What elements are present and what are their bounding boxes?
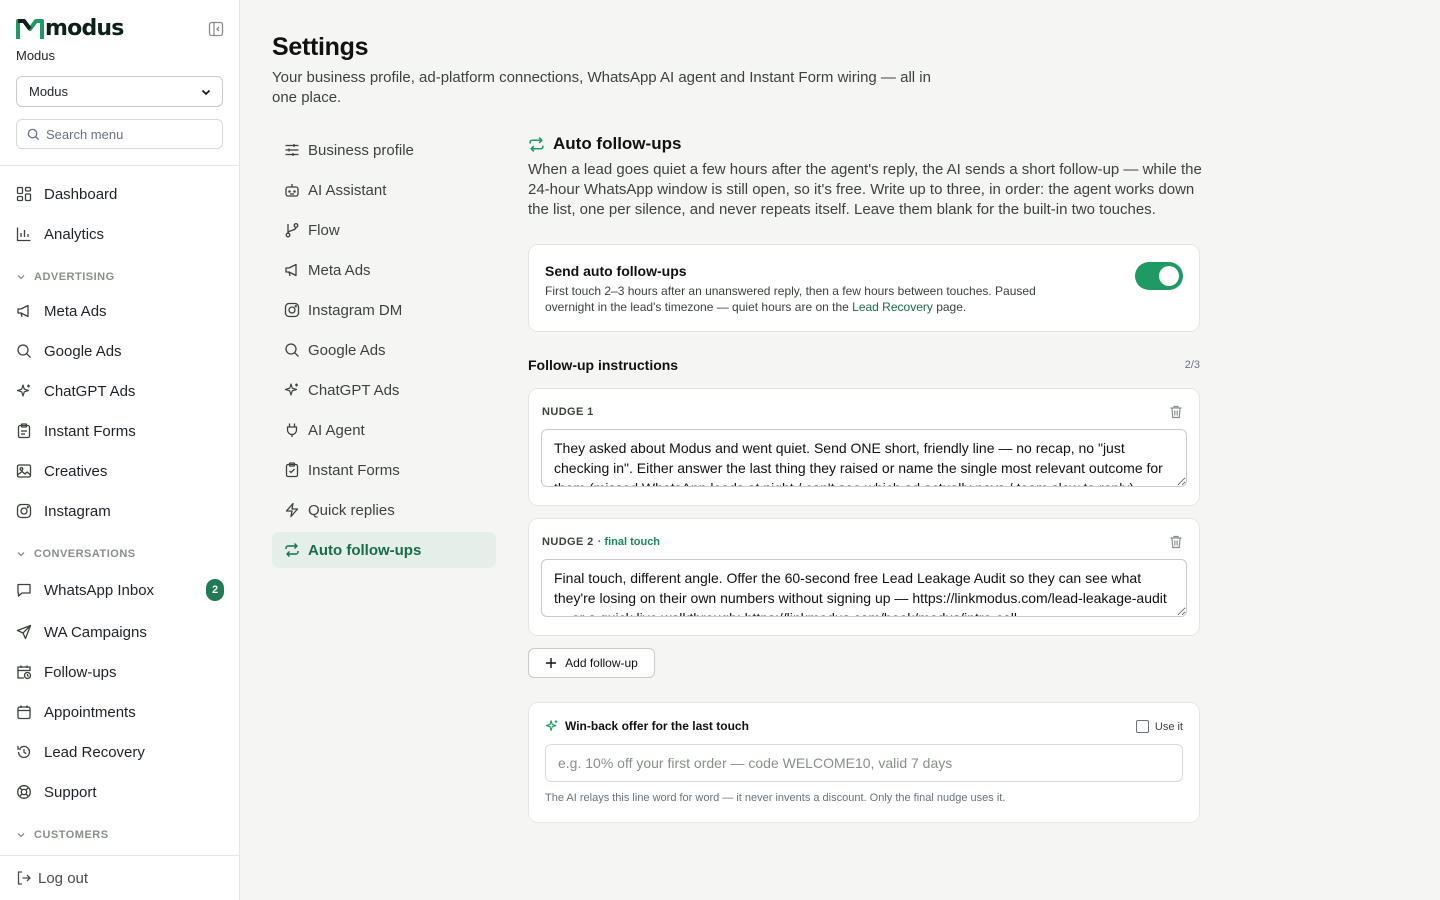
toggle-description-suffix: page. <box>932 300 967 314</box>
chevron-down-icon <box>16 549 26 559</box>
org-name: Modus <box>16 48 56 63</box>
megaphone-icon <box>284 262 300 278</box>
brand-logo[interactable] <box>16 16 224 42</box>
settings-nav-label: Instagram DM <box>308 301 403 319</box>
sidebar-item-wa-campaigns[interactable] <box>16 620 224 644</box>
toggle-description-text: First touch 2–3 hours after an unanswered reply, then a few hours between touches. Paused overnight in the lead's timezone — quiet hours are on the <box>545 284 1036 314</box>
image-icon <box>16 463 32 479</box>
sidebar-item-label: WA Campaigns <box>44 623 147 641</box>
settings-nav-label: AI Assistant <box>308 181 387 199</box>
sidebar-item-google-ads[interactable] <box>16 339 224 363</box>
logout-button[interactable] <box>16 867 88 889</box>
sidebar-section-label: CUSTOMERS <box>34 829 109 841</box>
chevron-down-icon <box>16 272 26 282</box>
sparkles-icon <box>284 382 300 398</box>
sidebar-item-follow-ups[interactable] <box>16 660 224 684</box>
sidebar-item-label: Creatives <box>44 462 108 480</box>
git-branch-icon <box>284 222 300 238</box>
repeat-icon <box>528 136 545 153</box>
switch-knob <box>1159 266 1179 286</box>
settings-nav-label: ChatGPT Ads <box>308 381 400 399</box>
auto-follow-ups-switch[interactable] <box>1135 262 1183 290</box>
settings-nav-business-profile[interactable] <box>272 132 496 168</box>
sidebar-item-label: Analytics <box>44 225 105 243</box>
chevron-down-icon <box>200 86 212 98</box>
win-back-title: Win-back offer for the last touch <box>565 719 749 733</box>
settings-nav-instagram-dm[interactable] <box>272 292 496 328</box>
unread-count-badge: 2 <box>206 579 224 601</box>
megaphone-icon <box>16 303 32 319</box>
settings-nav-meta-ads[interactable] <box>272 252 496 288</box>
sidebar <box>0 0 240 900</box>
settings-nav-label: Flow <box>308 221 340 239</box>
settings-nav-quick-replies[interactable] <box>272 492 496 528</box>
repeat-icon <box>284 542 300 558</box>
win-back-offer-input[interactable] <box>545 744 1183 782</box>
auto-follow-ups-toggle-card <box>528 244 1200 332</box>
sidebar-item-label: Dashboard <box>44 185 118 203</box>
nudge-label <box>542 536 660 548</box>
calendar-icon <box>16 704 32 720</box>
sidebar-search[interactable] <box>16 119 223 149</box>
clipboard-icon <box>284 462 300 478</box>
nudge-number: NUDGE 1 <box>542 406 594 418</box>
nudge-card <box>528 388 1200 506</box>
settings-nav-auto-follow-ups[interactable] <box>272 532 496 568</box>
sidebar-section-conversations[interactable] <box>16 546 136 562</box>
settings-nav-instant-forms[interactable] <box>272 452 496 488</box>
settings-nav-label: Auto follow-ups <box>308 541 422 559</box>
use-it-label: Use it <box>1154 720 1183 733</box>
message-icon <box>16 582 32 598</box>
settings-nav-ai-assistant[interactable] <box>272 172 496 208</box>
toggle-title: Send auto follow-ups <box>545 263 687 279</box>
settings-nav-ai-agent[interactable] <box>272 412 496 448</box>
instagram-icon <box>16 503 32 519</box>
settings-nav-label: Quick replies <box>308 501 395 519</box>
instructions-label: Follow-up instructions <box>528 357 679 373</box>
page-subtitle: Your business profile, ad-platform connections, WhatsApp AI agent and Instant Form wiring — all in one place. <box>272 69 931 106</box>
plus-icon <box>545 657 557 669</box>
sidebar-item-label: Support <box>44 783 97 801</box>
instagram-icon <box>284 302 300 318</box>
chevron-down-icon <box>16 830 26 840</box>
search-icon <box>284 342 300 358</box>
trash-icon[interactable] <box>1169 535 1183 549</box>
section-header <box>528 134 681 154</box>
nudge-card <box>528 518 1200 636</box>
clipboard-icon <box>16 423 32 439</box>
settings-nav-label: Instant Forms <box>308 461 400 479</box>
zap-icon <box>284 502 300 518</box>
settings-nav-label: Google Ads <box>308 341 386 359</box>
sidebar-section-customers[interactable] <box>16 827 109 843</box>
nudge-number: NUDGE 2 <box>542 536 594 548</box>
sparkles-icon <box>545 719 559 733</box>
history-icon <box>16 744 32 760</box>
sidebar-search-input[interactable] <box>46 127 216 142</box>
settings-nav-chatgpt-ads[interactable] <box>272 372 496 408</box>
section-description: When a lead goes quiet a few hours after the agent's reply, the AI sends a short follow-up — while the 24-hour WhatsApp window is still open, so it's free. Write up to three, in order: the agent works down the list, one per silence, and never repeats itself. Leave them blank for the built-in two touches. <box>528 161 1202 218</box>
sidebar-item-meta-ads[interactable] <box>16 299 224 323</box>
logout-icon <box>16 870 32 886</box>
sidebar-item-instant-forms[interactable] <box>16 419 224 443</box>
search-icon <box>27 128 40 141</box>
sidebar-section-label: ADVERTISING <box>34 271 115 283</box>
instructions-count: 2/3 <box>1184 359 1200 371</box>
add-follow-up-button[interactable] <box>528 648 655 678</box>
sidebar-collapse-icon[interactable] <box>208 21 224 37</box>
bar-chart-icon <box>16 226 32 242</box>
sidebar-divider <box>0 855 239 856</box>
settings-nav-label: AI Agent <box>308 421 365 439</box>
sidebar-item-label: Instant Forms <box>44 422 136 440</box>
checkbox-box[interactable] <box>1136 720 1149 733</box>
sidebar-item-label: Meta Ads <box>44 302 107 320</box>
calendar-clock-icon <box>16 664 32 680</box>
nudge-instruction-textarea[interactable] <box>541 559 1187 617</box>
lead-recovery-link[interactable]: Lead Recovery <box>852 300 933 314</box>
sparkles-icon <box>16 383 32 399</box>
org-select[interactable] <box>16 76 223 107</box>
sidebar-item-chatgpt-ads[interactable] <box>16 379 224 403</box>
sidebar-item-analytics[interactable] <box>16 222 224 246</box>
sidebar-item-label: WhatsApp Inbox <box>44 581 155 599</box>
sidebar-item-support[interactable] <box>16 780 224 804</box>
bot-icon <box>284 182 300 198</box>
settings-nav-flow[interactable] <box>272 212 496 248</box>
nudge-label <box>542 406 594 418</box>
win-back-header <box>545 719 749 733</box>
grid-icon <box>16 186 32 202</box>
trash-icon[interactable] <box>1169 405 1183 419</box>
add-follow-up-label: Add follow-up <box>565 656 638 670</box>
toggle-description <box>545 283 1085 315</box>
sidebar-item-creatives[interactable] <box>16 459 224 483</box>
sidebar-item-label: Follow-ups <box>44 663 117 681</box>
sidebar-item-label: Instagram <box>44 502 111 520</box>
logo-text: modus <box>45 16 124 41</box>
settings-nav-google-ads[interactable] <box>272 332 496 368</box>
sidebar-item-lead-recovery[interactable] <box>16 740 224 764</box>
logout-label: Log out <box>38 869 89 887</box>
sidebar-item-label: Google Ads <box>44 342 122 360</box>
sidebar-item-instagram[interactable] <box>16 499 224 523</box>
section-title: Auto follow-ups <box>553 134 682 153</box>
logo-mark-icon <box>16 17 44 41</box>
settings-nav-label: Meta Ads <box>308 261 371 279</box>
life-buoy-icon <box>16 784 32 800</box>
sidebar-item-label: Lead Recovery <box>44 743 145 761</box>
nudge-instruction-textarea[interactable] <box>541 429 1187 487</box>
sliders-icon <box>284 142 300 158</box>
win-back-card <box>528 702 1200 823</box>
settings-nav-label: Business profile <box>308 141 414 159</box>
sidebar-item-dashboard[interactable] <box>16 182 224 206</box>
page-title: Settings <box>272 33 369 61</box>
sidebar-divider <box>0 165 239 166</box>
sidebar-item-label: ChatGPT Ads <box>44 382 136 400</box>
win-back-note: The AI relays this line word for word — it never invents a discount. Only the final nudge uses it. <box>545 792 1006 804</box>
sidebar-item-label: Appointments <box>44 703 136 721</box>
final-touch-tag: · final touch <box>597 536 661 548</box>
plug-icon <box>284 422 300 438</box>
org-select-value: Modus <box>29 84 69 99</box>
sidebar-item-whatsapp-inbox[interactable] <box>16 578 224 602</box>
search-icon <box>16 343 32 359</box>
send-icon <box>16 624 32 640</box>
sidebar-section-label: CONVERSATIONS <box>34 548 136 560</box>
use-it-checkbox[interactable] <box>1136 720 1183 733</box>
sidebar-section-advertising[interactable] <box>16 269 115 285</box>
sidebar-item-appointments[interactable] <box>16 700 224 724</box>
